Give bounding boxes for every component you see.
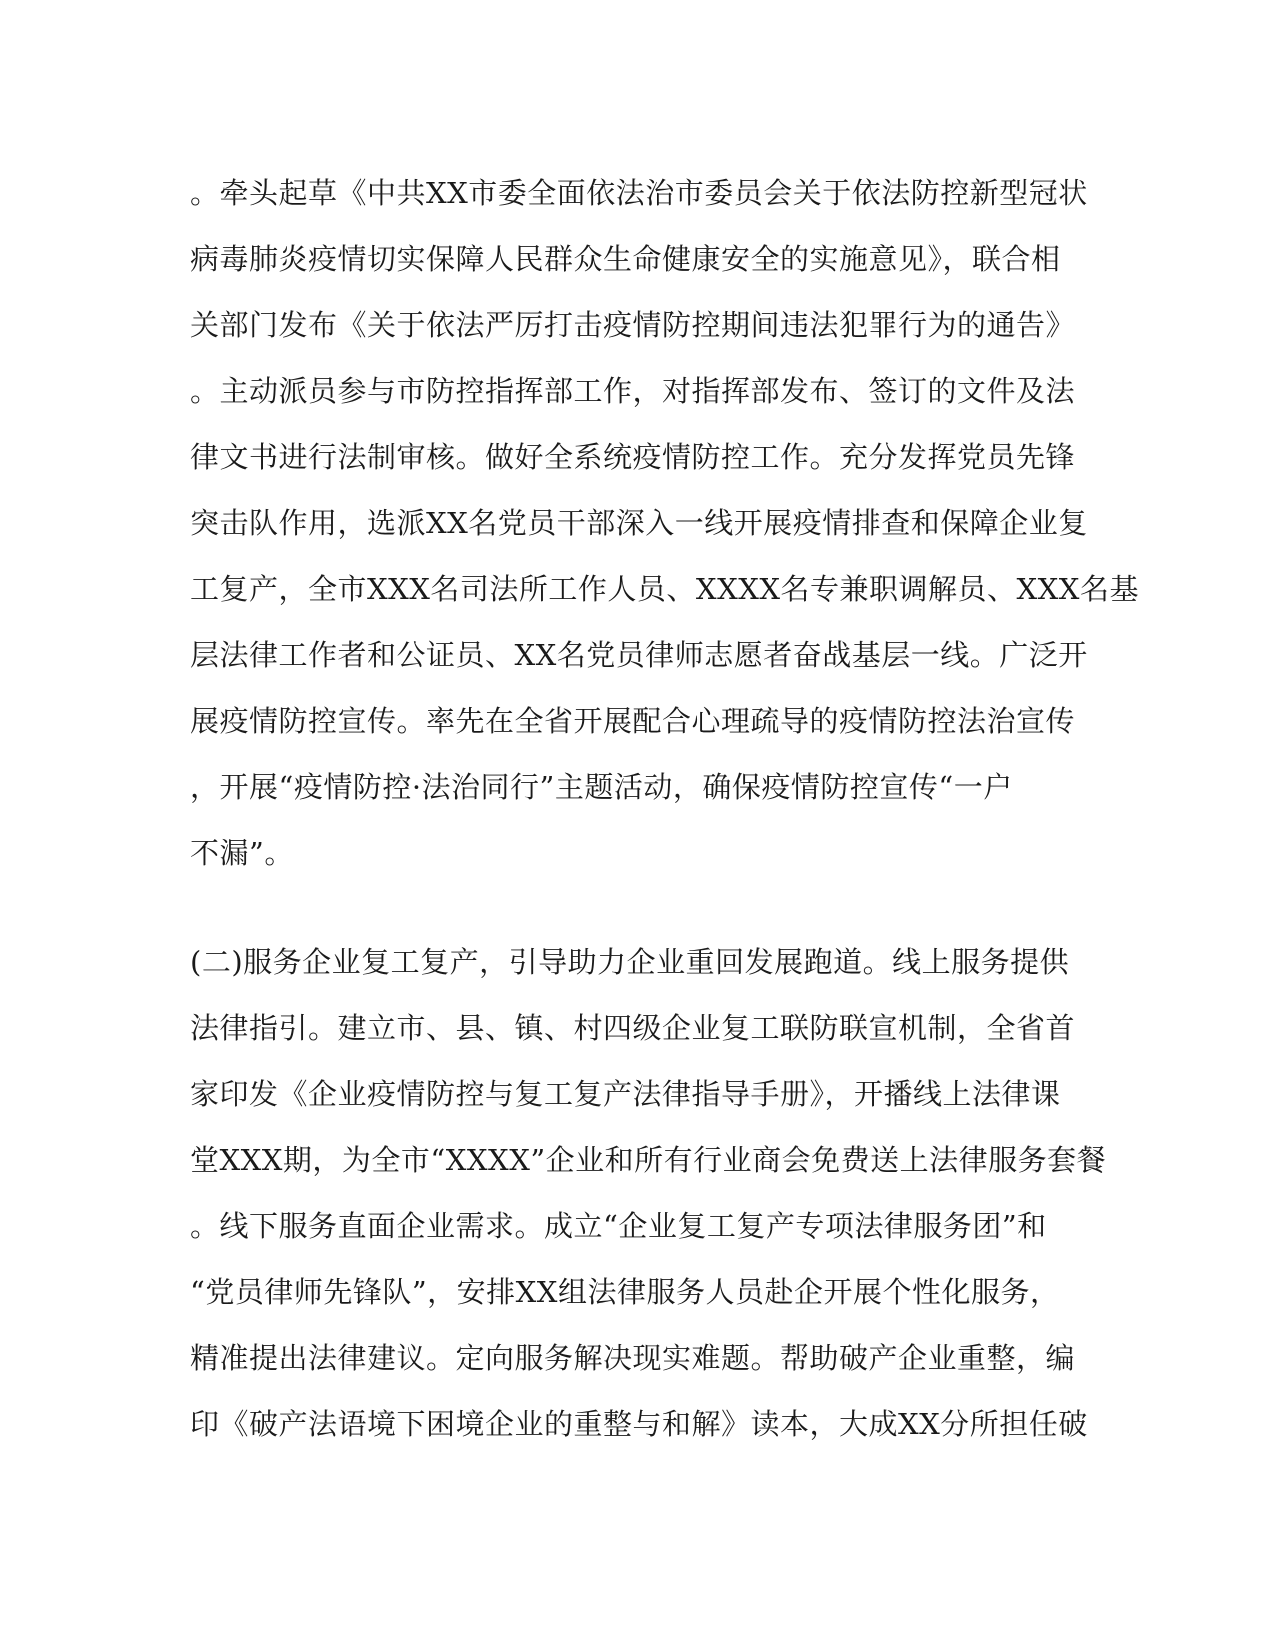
text-line: 关部门发布《关于依法严厉打击疫情防控期间违法犯罪行为的通告》 <box>190 308 1076 342</box>
text-line: (二)服务企业复工复产，引导助力企业重回发展跑道。线上服务提供 <box>190 945 1070 979</box>
text-line: 法律指引。建立市、县、镇、村四级企业复工联防联宣机制，全省首 <box>190 1011 1076 1045</box>
text-line: 律文书进行法制审核。做好全系统疫情防控工作。充分发挥党员先锋 <box>190 440 1076 474</box>
text-line: 不漏”。 <box>190 836 294 870</box>
text-line: “党员律师先锋队”，安排XX组法律服务人员赴企开展个性化服务， <box>190 1275 1060 1309</box>
paragraph-epidemic-prevention <box>190 160 1139 886</box>
text-line: 层法律工作者和公证员、XX名党员律师志愿者奋战基层一线。广泛开 <box>190 638 1088 672</box>
text-line: 突击队作用，选派XX名党员干部深入一线开展疫情排查和保障企业复 <box>190 506 1088 540</box>
text-line: ，开展“疫情防控·法治同行”主题活动，确保疫情防控宣传“一户 <box>190 770 1013 804</box>
text-line: 病毒肺炎疫情切实保障人民群众生命健康安全的实施意见》，联合相 <box>190 242 1061 276</box>
text-line: 展疫情防控宣传。率先在全省开展配合心理疏导的疫情防控法治宣传 <box>190 704 1076 738</box>
text-line: 。主动派员参与市防控指挥部工作，对指挥部发布、签订的文件及法 <box>190 374 1076 408</box>
text-line: 堂XXX期，为全市“XXXX”企业和所有行业商会免费送上法律服务套餐 <box>190 1143 1107 1177</box>
text-line: 。牵头起草《中共XX市委全面依法治市委员会关于依法防控新型冠状 <box>190 176 1088 210</box>
paragraph-enterprise-resumption <box>190 929 1107 1457</box>
text-line: 精准提出法律建议。定向服务解决现实难题。帮助破产企业重整，编 <box>190 1341 1076 1375</box>
text-line: 印《破产法语境下困境企业的重整与和解》读本，大成XX分所担任破 <box>190 1407 1088 1441</box>
text-line: 工复产，全市XXX名司法所工作人员、XXXX名专兼职调解员、XXX名基 <box>190 572 1139 606</box>
text-line: 家印发《企业疫情防控与复工复产法律指导手册》，开播线上法律课 <box>190 1077 1061 1111</box>
text-line: 。线下服务直面企业需求。成立“企业复工复产专项法律服务团”和 <box>190 1209 1047 1243</box>
